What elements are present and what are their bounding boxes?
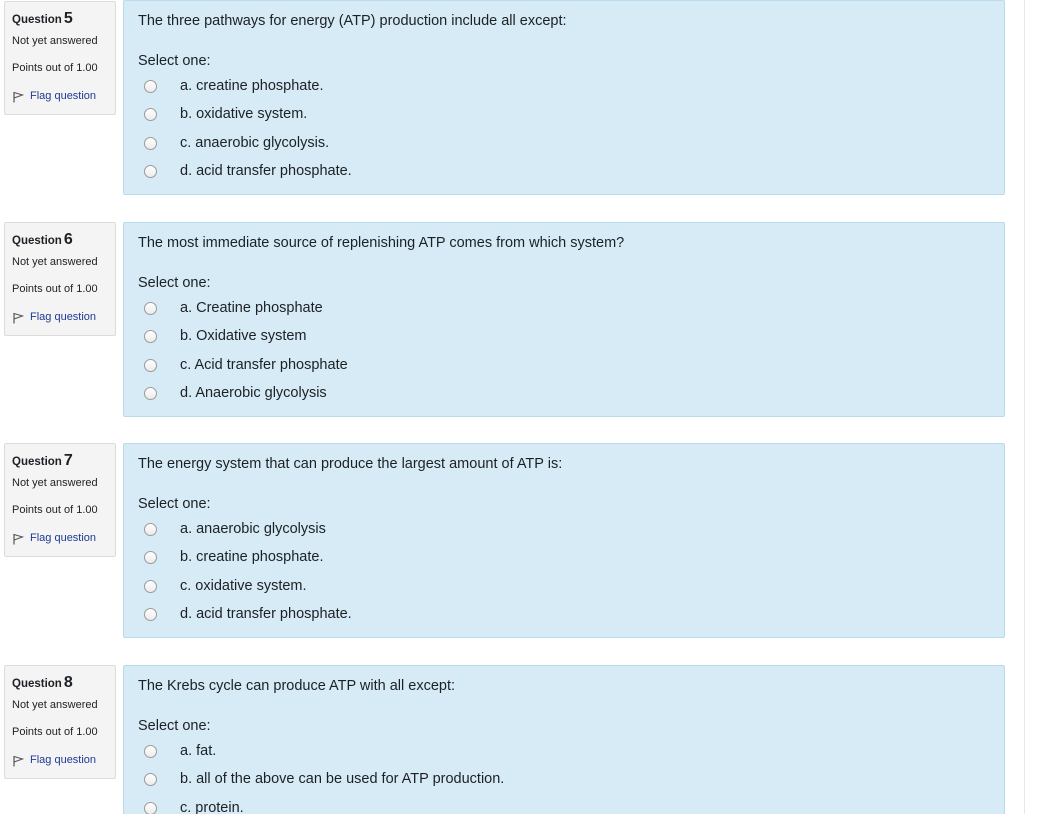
radio-button[interactable] (144, 330, 157, 343)
answer-option-c[interactable] (144, 133, 330, 153)
option-label: c. protein. (180, 800, 244, 814)
flag-icon (12, 755, 24, 767)
answer-option-c[interactable] (144, 798, 244, 814)
answer-option-a[interactable] (144, 298, 323, 318)
question-text: The most immediate source of replenishing ATP comes from which system? (138, 235, 625, 251)
option-label: b. oxidative system. (180, 106, 308, 122)
flag-icon (12, 91, 24, 103)
question-text: The three pathways for energy (ATP) production include all except: (138, 13, 567, 29)
question-grade: Points out of 1.00 (12, 726, 98, 738)
question-text: The Krebs cycle can produce ATP with all except: (138, 678, 456, 694)
option-label: c. anaerobic glycolysis. (180, 135, 330, 151)
option-label: d. acid transfer phosphate. (180, 163, 352, 179)
question-grade: Points out of 1.00 (12, 504, 98, 516)
option-label: a. fat. (180, 743, 217, 759)
answer-option-c[interactable] (144, 355, 348, 375)
flag-question-button[interactable]: Flag question (12, 532, 115, 545)
question-state: Not yet answered (12, 699, 98, 711)
radio-button[interactable] (144, 802, 157, 814)
radio-button[interactable] (144, 551, 157, 564)
question-info-panel (4, 443, 116, 557)
radio-button[interactable] (144, 523, 157, 536)
question-info-panel (4, 1, 116, 115)
answer-option-b[interactable] (144, 326, 307, 346)
answer-option-a[interactable] (144, 741, 217, 761)
option-label: a. Creatine phosphate (180, 300, 323, 316)
option-label: c. oxidative system. (180, 578, 307, 594)
option-label: b. Oxidative system (180, 328, 307, 344)
radio-button[interactable] (144, 580, 157, 593)
radio-button[interactable] (144, 773, 157, 786)
question-number: Question 8 (12, 674, 73, 691)
answer-option-a[interactable] (144, 76, 324, 96)
answer-option-b[interactable] (144, 547, 324, 567)
option-label: c. Acid transfer phosphate (180, 357, 348, 373)
flag-question-button[interactable]: Flag question (12, 90, 115, 103)
question-grade: Points out of 1.00 (12, 283, 98, 295)
answer-option-d[interactable] (144, 604, 352, 624)
option-label: d. Anaerobic glycolysis (180, 385, 327, 401)
question-content (123, 0, 1005, 195)
radio-button[interactable] (144, 80, 157, 93)
option-label: d. acid transfer phosphate. (180, 606, 352, 622)
answer-option-b[interactable] (144, 769, 505, 789)
radio-button[interactable] (144, 359, 157, 372)
question-number: Question 6 (12, 231, 73, 248)
select-one-prompt: Select one: (138, 275, 211, 291)
question-content (123, 443, 1005, 638)
radio-button[interactable] (144, 745, 157, 758)
option-label: b. creatine phosphate. (180, 549, 324, 565)
question-number: Question 5 (12, 10, 73, 27)
radio-button[interactable] (144, 108, 157, 121)
answer-option-d[interactable] (144, 383, 327, 403)
question-state: Not yet answered (12, 477, 98, 489)
question-number: Question 7 (12, 452, 73, 469)
select-one-prompt: Select one: (138, 718, 211, 734)
flag-question-button[interactable]: Flag question (12, 754, 115, 767)
radio-button[interactable] (144, 387, 157, 400)
answer-option-b[interactable] (144, 104, 308, 124)
answer-option-c[interactable] (144, 576, 307, 596)
radio-button[interactable] (144, 165, 157, 178)
option-label: b. all of the above can be used for ATP production. (180, 771, 505, 787)
question-content (123, 222, 1005, 417)
question-text: The energy system that can produce the largest amount of ATP is: (138, 456, 563, 472)
question-info-panel (4, 665, 116, 779)
question-content (123, 665, 1005, 814)
select-one-prompt: Select one: (138, 53, 211, 69)
question-grade: Points out of 1.00 (12, 62, 98, 74)
answer-option-d[interactable] (144, 161, 352, 181)
page-edge-divider (1024, 0, 1025, 814)
radio-button[interactable] (144, 302, 157, 315)
question-state: Not yet answered (12, 35, 98, 47)
flag-question-button[interactable]: Flag question (12, 311, 115, 324)
select-one-prompt: Select one: (138, 496, 211, 512)
flag-icon (12, 533, 24, 545)
radio-button[interactable] (144, 608, 157, 621)
question-state: Not yet answered (12, 256, 98, 268)
option-label: a. anaerobic glycolysis (180, 521, 326, 537)
flag-icon (12, 312, 24, 324)
radio-button[interactable] (144, 137, 157, 150)
answer-option-a[interactable] (144, 519, 326, 539)
question-info-panel (4, 222, 116, 336)
option-label: a. creatine phosphate. (180, 78, 324, 94)
